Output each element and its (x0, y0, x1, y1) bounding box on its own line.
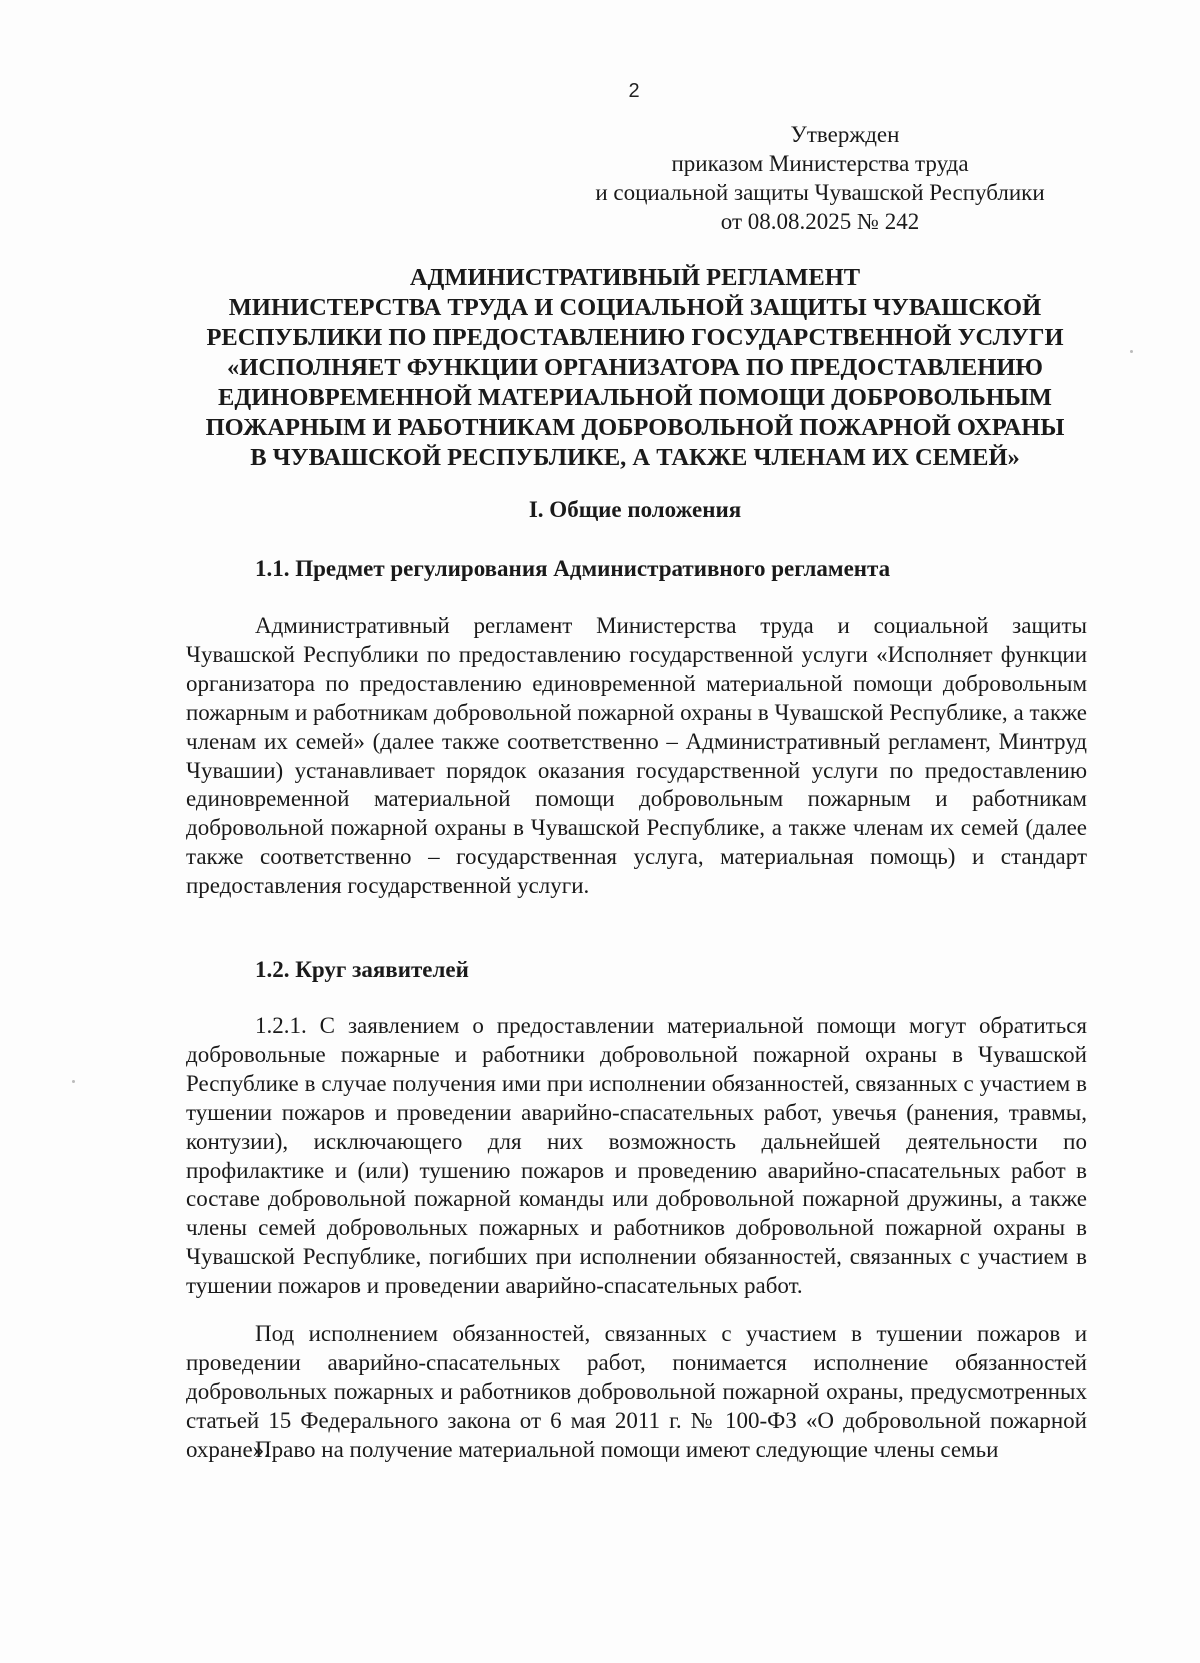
title-line: «ИСПОЛНЯЕТ ФУНКЦИИ ОРГАНИЗАТОРА ПО ПРЕДОСТАВЛЕНИЮ (227, 354, 1043, 381)
subsection-heading: 1.2. Круг заявителей (255, 957, 469, 982)
page-number: 2 (628, 80, 640, 102)
subsection-heading: 1.1. Предмет регулирования Административного регламента (255, 556, 891, 581)
title-line: В ЧУВАШСКОЙ РЕСПУБЛИКЕ, А ТАКЖЕ ЧЛЕНАМ ИХ СЕМЕЙ» (250, 444, 1020, 471)
approval-stamp (560, 120, 1080, 236)
body-paragraph: 1.2.1. С заявлением о предоставлении материальной помощи могут обратиться добровольные пожарные и работники добровольной пожарной охраны в Чувашской Республике в случае получения ими при исполнении обязанностей, связанных с участием в тушении пожаров и проведении аварийно-спасательных работ, увечья (ранения, травмы, контузии), исключающего для них возможность дальнейшей деятельности по профилактике и (или) тушению пожаров и проведению аварийно-спасательных работ в составе добровольной пожарной команды или добровольной пожарной дружины, а также члены семей добровольных пожарных и работников добровольной пожарной охраны в Чувашской Республике, погибших при исполнении обязанностей, связанных с участием в тушении пожаров и проведении аварийно-спасательных работ. (186, 1013, 1087, 1299)
approval-line: и социальной защиты Чувашской Республики (595, 180, 1045, 205)
title-line: АДМИНИСТРАТИВНЫЙ РЕГЛАМЕНТ (409, 264, 861, 291)
section-heading: I. Общие положения (528, 497, 742, 522)
title-line: МИНИСТЕРСТВА ТРУДА И СОЦИАЛЬНОЙ ЗАЩИТЫ ЧУВАШСКОЙ (228, 294, 1042, 321)
approval-line: от 08.08.2025 № 242 (720, 209, 920, 234)
body-paragraph: Под исполнением обязанностей, связанных с участием в тушении пожаров и проведении аварийно-спасательных работ, понимается исполнение обязанностей добровольных пожарных и работников добровольной пожарной охраны, предусмотренных статьей 15 Федерального закона от 6 мая 2011 г. № 100-ФЗ «О добровольной пожарной охране». (186, 1321, 1087, 1462)
title-line: ПОЖАРНЫМ И РАБОТНИКАМ ДОБРОВОЛЬНОЙ ПОЖАРНОЙ ОХРАНЫ (205, 414, 1065, 441)
scan-speck (1130, 350, 1133, 353)
document-title (170, 263, 1100, 473)
body-paragraph: Административный регламент Министерства труда и социальной защиты Чувашской Республики по предоставлению государственной услуги «Исполняет функции организатора по предоставлению единовременной материальной помощи добровольным пожарным и работникам добровольной пожарной охраны в Чувашской Республике, а также членам их семей» (далее также соответственно – Административный регламент, Минтруд Чувашии) устанавливает порядок оказания государственной услуги по предоставлению единовременной материальной помощи добровольным пожарным и работникам добровольной пожарной охраны в Чувашской Республике, а также членам их семей (далее также соответственно – государственная услуга, материальная помощь) и стандарт предоставления государственной услуги. (186, 613, 1087, 899)
approval-line: Утвержден (790, 122, 900, 147)
approval-line: приказом Министерства труда (671, 151, 969, 176)
title-line: ЕДИНОВРЕМЕННОЙ МАТЕРИАЛЬНОЙ ПОМОЩИ ДОБРОВОЛЬНЫМ (218, 384, 1052, 411)
scan-speck (72, 1080, 75, 1083)
title-line: РЕСПУБЛИКИ ПО ПРЕДОСТАВЛЕНИЮ ГОСУДАРСТВЕННОЙ УСЛУГИ (206, 324, 1064, 351)
body-paragraph: Право на получение материальной помощи имеют следующие члены семьи (255, 1437, 999, 1462)
